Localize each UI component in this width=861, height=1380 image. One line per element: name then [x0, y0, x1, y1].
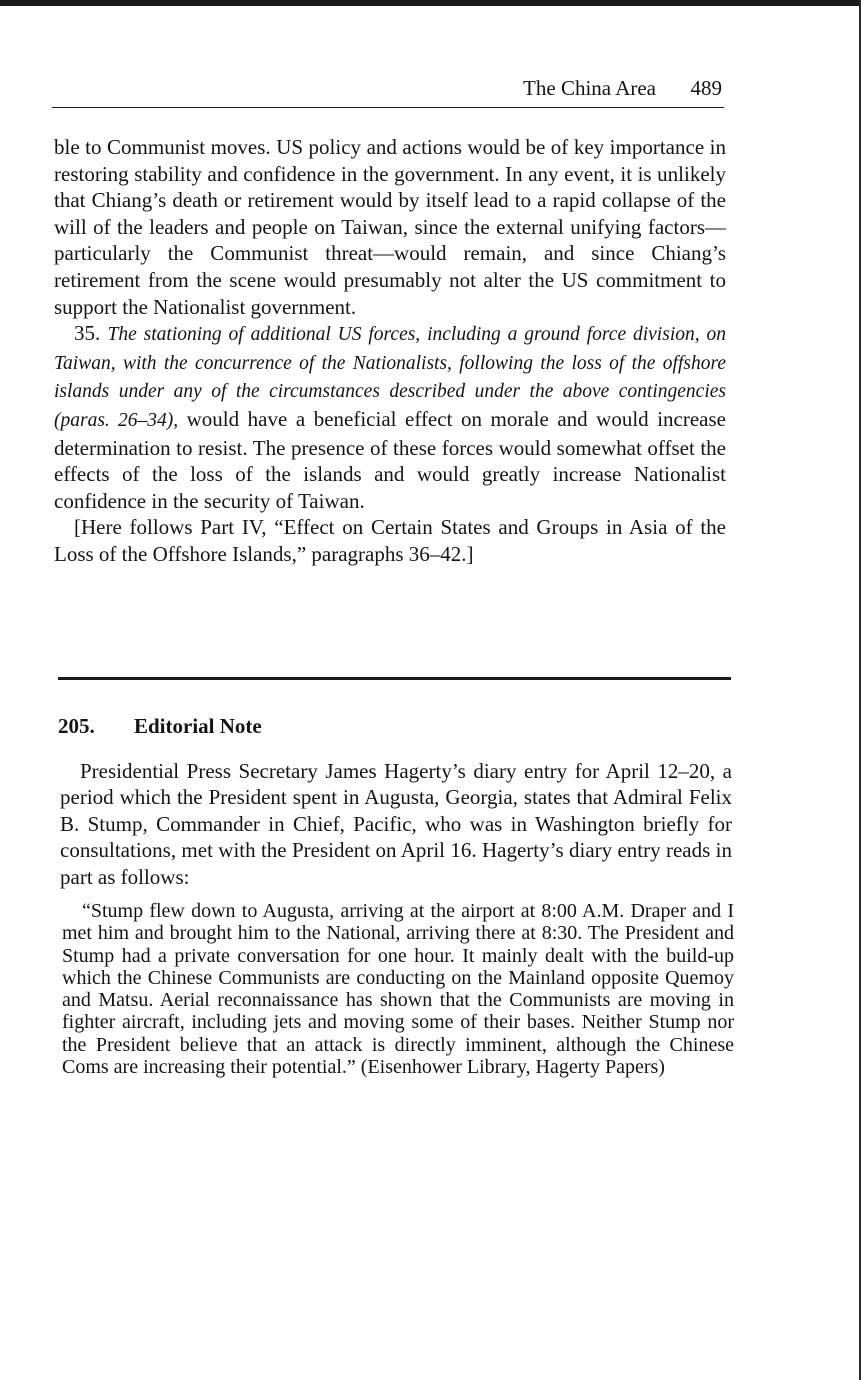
document-title: Editorial Note	[134, 714, 262, 738]
editorial-note-paragraph: Presidential Press Secretary James Hagerty’s diary entry for April 12–20, a period which the President spent in Augusta, Georgia, states that Admiral Felix B. Stump, Commander in Chief, Pacific, who was in Washington briefly for consultations, met with the President on April 16. Hagerty’s diary entry reads in part as follows:	[60, 759, 732, 889]
top-section	[54, 134, 726, 568]
bracketed-note: [Here follows Part IV, “Effect on Certain States and Groups in Asia of the Loss of the Offshore Islands,” paragraphs 36–42.]	[54, 515, 726, 566]
editorial-note-body	[60, 758, 732, 890]
diary-quotation	[62, 900, 734, 1078]
section-divider	[58, 677, 731, 680]
page-number: 489	[690, 76, 722, 100]
running-head	[52, 72, 724, 108]
quote-paragraph: “Stump flew down to Augusta, arriving at the airport at 8:00 A.M. Draper and I met him and brought him to the National, arriving there at 8:30. The President and Stump had a private conversation for one hour. It mainly dealt with the build-up which the Chinese Communists are conducting on the Mainland opposite Quemoy and Matsu. Aerial reconnaissance has shown that the Communists are moving in fighter aircraft, including jets and moving some of their bases. Neither Stump nor the President believe that an attack is directly imminent, although the Chinese Coms are increasing their potential.” (Eisenhower Library, Hagerty Papers)	[62, 900, 734, 1079]
scan-top-border	[0, 0, 861, 6]
continued-paragraph: ble to Communist moves. US policy and actions would be of key importance in restoring stability and confidence in the government. In any event, it is unlikely that Chiang’s death or retirement would by itself lead to a rapid collapse of the will of the leaders and people on Taiwan, since the external unifying factors—particularly the Communist threat—would remain, and since Chiang’s retirement from the scene would presumably not alter the US commitment to support the Nationalist government.	[54, 135, 726, 319]
paragraph-number: 35.	[74, 321, 101, 346]
running-head-title: The China Area	[523, 76, 656, 100]
paragraph-35-text: would have a beneficial effect on morale and would increase determination to resist. The presence of these forces would somewhat offset the effects of the loss of the islands and would greatly increase Nationalist confidence in the security of Taiwan.	[54, 406, 726, 513]
paragraph-35	[54, 320, 726, 514]
running-head-rule	[52, 107, 724, 109]
editorial-note-heading	[58, 712, 731, 742]
document-number: 205.	[58, 714, 95, 738]
paragraph-35-italic: The stationing of additional US forces, including a ground force division, on Taiwan, with the concurrence of the Nationalists, following the loss of the offshore islands under any of the circumstances described under the above contingencies (paras. 26–34),	[54, 324, 726, 431]
